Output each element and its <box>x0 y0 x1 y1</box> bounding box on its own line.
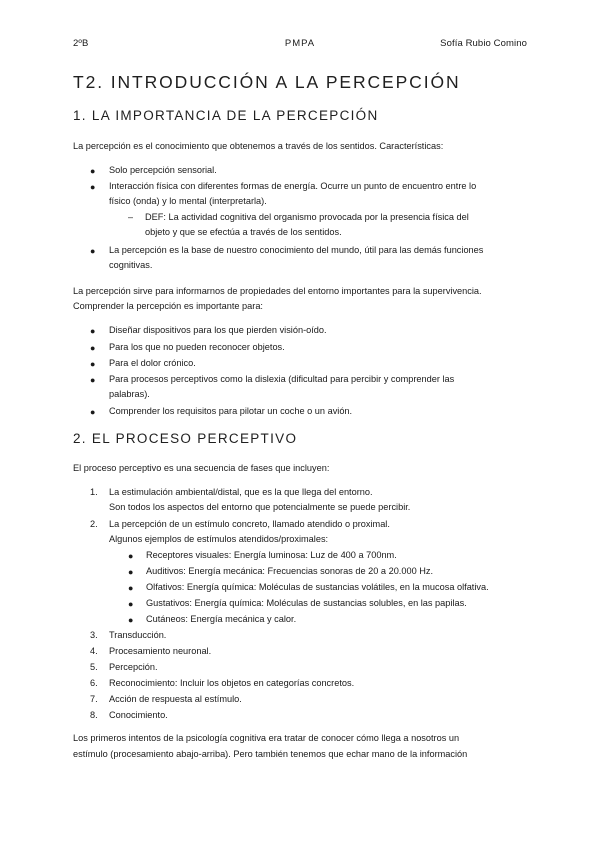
list-subitem-continuation: objeto y que se efectúa a través de los sentidos. <box>145 227 342 237</box>
list-item-continuation: físico (onda) y lo mental (interpretarla). <box>109 196 267 206</box>
page-header <box>73 38 527 52</box>
list-number: 7. <box>90 694 98 704</box>
bullet-icon: ● <box>128 567 134 577</box>
numbered-item-continuation: Algunos ejemplos de estímulos atendidos/proximales: <box>109 534 329 544</box>
list-subitem: Cutáneos: Energía mecánica y calor. <box>146 614 297 624</box>
list-number: 1. <box>90 487 98 497</box>
list-item: Interacción física con diferentes formas de energía. Ocurre un punto de encuentro entre lo <box>109 181 477 191</box>
document-title: T2. INTRODUCCIÓN A LA PERCEPCIÓN <box>73 72 461 92</box>
list-item: La percepción es la base de nuestro conocimiento del mundo, útil para las demás funciones <box>109 245 484 255</box>
dash-icon: – <box>128 212 134 222</box>
list-subitem: DEF: La actividad cognitiva del organismo provocada por la presencia física del <box>145 212 469 222</box>
section1-intro: La percepción es el conocimiento que obtenemos a través de los sentidos. Características: <box>73 141 444 151</box>
list-subitem: Olfativos: Energía química: Moléculas de sustancias volátiles, en la mucosa olfativa. <box>146 582 489 592</box>
numbered-item: Conocimiento. <box>109 710 168 720</box>
bullet-icon: ● <box>90 375 96 385</box>
bullet-icon: ● <box>90 182 96 192</box>
bullet-icon: ● <box>90 359 96 369</box>
bullet-icon: ● <box>128 583 134 593</box>
bullet-icon: ● <box>128 599 134 609</box>
list-number: 4. <box>90 646 98 656</box>
closing-paragraph: estímulo (procesamiento abajo-arriba). Pero también tenemos que echar mano de la información <box>73 749 468 759</box>
list-item: Solo percepción sensorial. <box>109 165 217 175</box>
list-subitem: Receptores visuales: Energía luminosa: Luz de 400 a 700nm. <box>146 550 397 560</box>
closing-paragraph: Los primeros intentos de la psicología cognitiva era tratar de conocer cómo llega a nosotros un <box>73 733 460 743</box>
list-number: 5. <box>90 662 98 672</box>
numbered-item: Percepción. <box>109 662 158 672</box>
numbered-item: Procesamiento neuronal. <box>109 646 212 656</box>
numbered-item: La percepción de un estímulo concreto, llamado atendido o proximal. <box>109 519 390 529</box>
list-item: Para los que no pueden reconocer objetos. <box>109 342 285 352</box>
bullet-icon: ● <box>90 326 96 336</box>
list-number: 6. <box>90 678 98 688</box>
bullet-icon: ● <box>90 343 96 353</box>
numbered-item: Acción de respuesta al estímulo. <box>109 694 242 704</box>
numbered-item: La estimulación ambiental/distal, que es la que llega del entorno. <box>109 487 373 497</box>
list-number: 8. <box>90 710 98 720</box>
bullet-icon: ● <box>90 166 96 176</box>
bullet-icon: ● <box>90 246 96 256</box>
list-item: Comprender los requisitos para pilotar un coche o un avión. <box>109 406 353 416</box>
header-author: Sofía Rubio Comino <box>440 38 527 49</box>
paragraph: Comprender la percepción es importante para: <box>73 301 263 311</box>
list-item-continuation: palabras). <box>109 389 150 399</box>
list-item: Para el dolor crónico. <box>109 358 196 368</box>
paragraph: La percepción sirve para informarnos de propiedades del entorno importantes para la supervivencia. <box>73 286 482 296</box>
section2-heading: 2. EL PROCESO PERCEPTIVO <box>73 431 298 446</box>
section2-intro: El proceso perceptivo es una secuencia de fases que incluyen: <box>73 463 330 473</box>
bullet-icon: ● <box>128 551 134 561</box>
list-subitem: Gustativos: Energía química: Moléculas de sustancias solubles, en las papilas. <box>146 598 467 608</box>
bullet-icon: ● <box>90 407 96 417</box>
list-subitem: Auditivos: Energía mecánica: Frecuencias sonoras de 20 a 20.000 Hz. <box>146 566 434 576</box>
header-subject: PMPA <box>284 38 316 49</box>
numbered-item-continuation: Son todos los aspectos del entorno que potencialmente se puede percibir. <box>109 502 411 512</box>
list-item: Diseñar dispositivos para los que pierden visión-oído. <box>109 325 327 335</box>
numbered-item: Transducción. <box>109 630 167 640</box>
list-item: Para procesos perceptivos como la dislexia (dificultad para percibir y comprender las <box>109 374 455 384</box>
header-course: 2ºB <box>73 38 89 49</box>
list-number: 3. <box>90 630 98 640</box>
list-item-continuation: cognitivas. <box>109 260 153 270</box>
section1-heading: 1. LA IMPORTANCIA DE LA PERCEPCIÓN <box>73 108 379 123</box>
numbered-item: Reconocimiento: Incluir los objetos en categorías concretos. <box>109 678 355 688</box>
bullet-icon: ● <box>128 615 134 625</box>
list-number: 2. <box>90 519 98 529</box>
